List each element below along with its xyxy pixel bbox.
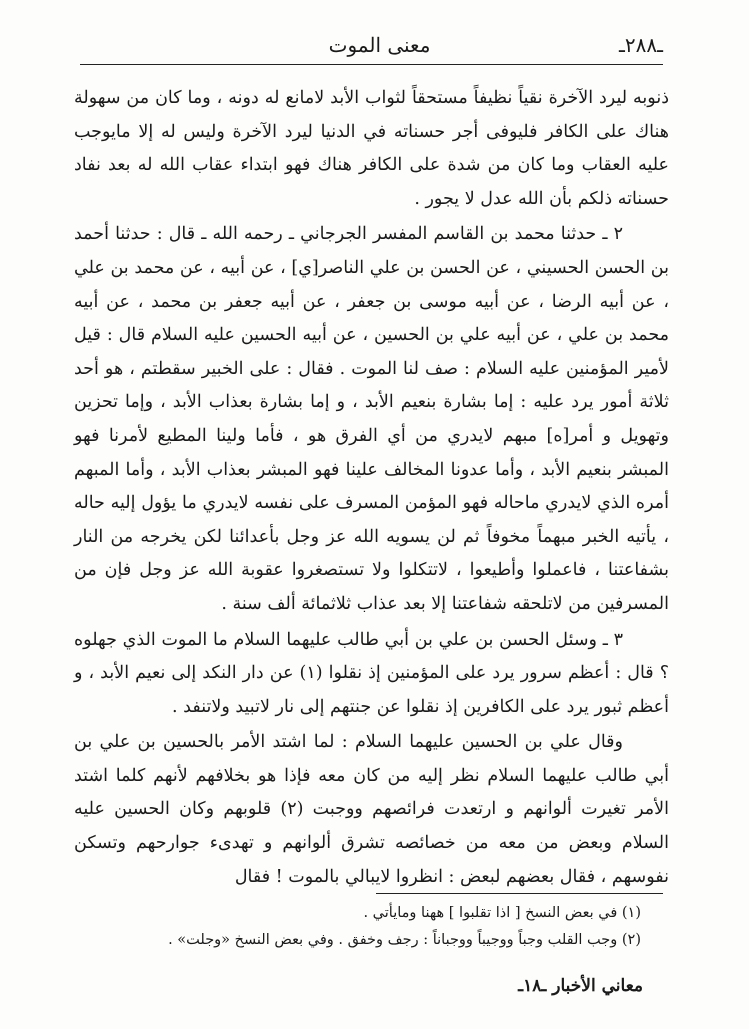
page-header bbox=[80, 28, 663, 62]
footnote-2: (٢) وجب القلب وجباً ووجيباً ووجباناً : رجف وخفق . وفي بعض النسخ «وجلت» . bbox=[168, 932, 641, 948]
page-number: ـ٢٨٨ـ bbox=[619, 33, 663, 57]
footnote-rule bbox=[376, 893, 663, 894]
paragraph-2: ٢ ـ حدثنا محمد بن القاسم المفسر الجرجاني ـ رحمه الله ـ قال : حدثنا أحمد بن الحسن الحسيني ، عن الحسن بن علي الناصر[ي] ، عن أبيه ، عن محمد بن علي ، عن أبيه الرضا ، عن أبيه موسى بن جعفر ، عن أبيه جعفر بن محمد ، عن أبيه محمد بن علي ، عن أبيه علي بن الحسين ، عن أبيه الحسين عليه السلام قال : قيل لأمير المؤمنين عليه السلام : صف لنا الموت . فقال : على الخبير سقطتم ، هو أحد ثلاثة أمور يرد عليه : إما بشارة بنعيم الأبد ، و إما بشارة بعذاب الأبد ، وإما تحزين وتهويل و أمر[ه] مبهم لايدري من أي الفرق هو ، فأما ولينا المطيع لأمرنا فهو المبشر بنعيم الأبد ، وأما عدونا المخالف علينا فهو المبشر بعذاب الأبد ، وأما المبهم أمره الذي لايدري ماحاله فهو المؤمن المسرف على نفسه لايدري ما يؤول إليه حاله ، يأتيه الخبر مبهماً مخوفاً ثم لن يسويه الله عز وجل بأعدائنا لكن يخرجه من النار بشفاعتنا ، فاعملوا وأطيعوا ، لاتتكلوا ولا تستصغروا عقوبة الله عز وجل فإن من المسرفين من لاتلحقه شفاعتنا إلا بعد عذاب ثلاثمائة ألف سنة . bbox=[74, 224, 669, 614]
footnote-1: (١) في بعض النسخ [ اذا تقلبوا ] ههنا ومايأتي . bbox=[363, 905, 641, 921]
main-text bbox=[74, 82, 669, 894]
page-title: معنى الموت bbox=[328, 33, 431, 57]
book-signature: معاني الأخبار ـ١٨ـ bbox=[518, 976, 643, 996]
footnotes bbox=[120, 900, 641, 954]
paragraph-1: ذنوبه ليرد الآخرة نقياً نظيفاً مستحقاً لثواب الأبد لامانع له دونه ، وما كان من سهولة هناك على الكافر فليوفى أجر حسناته في الدنيا ليرد الآخرة وليس له إلا مايوجب عليه العقاب وما كان من شدة على الكافر هناك فهو ابتداء عقاب الله له بعد نفاد حسناته ذلكم بأن الله عدل لا يجور . bbox=[74, 88, 669, 209]
paragraph-4: وقال علي بن الحسين عليهما السلام : لما اشتد الأمر بالحسين بن علي بن أبي طالب عليهما السلام نظر إليه من كان معه فإذا هو بخلافهم لأنهم كلما اشتد الأمر تغيرت ألوانهم و ارتعدت فرائصهم ووجبت (٢) قلوبهم وكان الحسين عليه السلام وبعض من معه من خصائصه تشرق ألوانهم و تهدىء جوارحهم وتسكن نفوسهم ، فقال بعضهم لبعض : انظروا لايبالي بالموت ! فقال bbox=[74, 732, 670, 887]
paragraph-3: ٣ ـ وسئل الحسن بن علي بن أبي طالب عليهما السلام ما الموت الذي جهلوه ؟ قال : أعظم سرور يرد على المؤمنين إذ نقلوا (١) عن دار النكد إلى نعيم الأبد ، و أعظم ثبور يرد على الكافرين إذ نقلوا عن جنتهم إلى نار لاتبيد ولاتنفد . bbox=[74, 629, 669, 717]
header-rule bbox=[80, 64, 663, 65]
